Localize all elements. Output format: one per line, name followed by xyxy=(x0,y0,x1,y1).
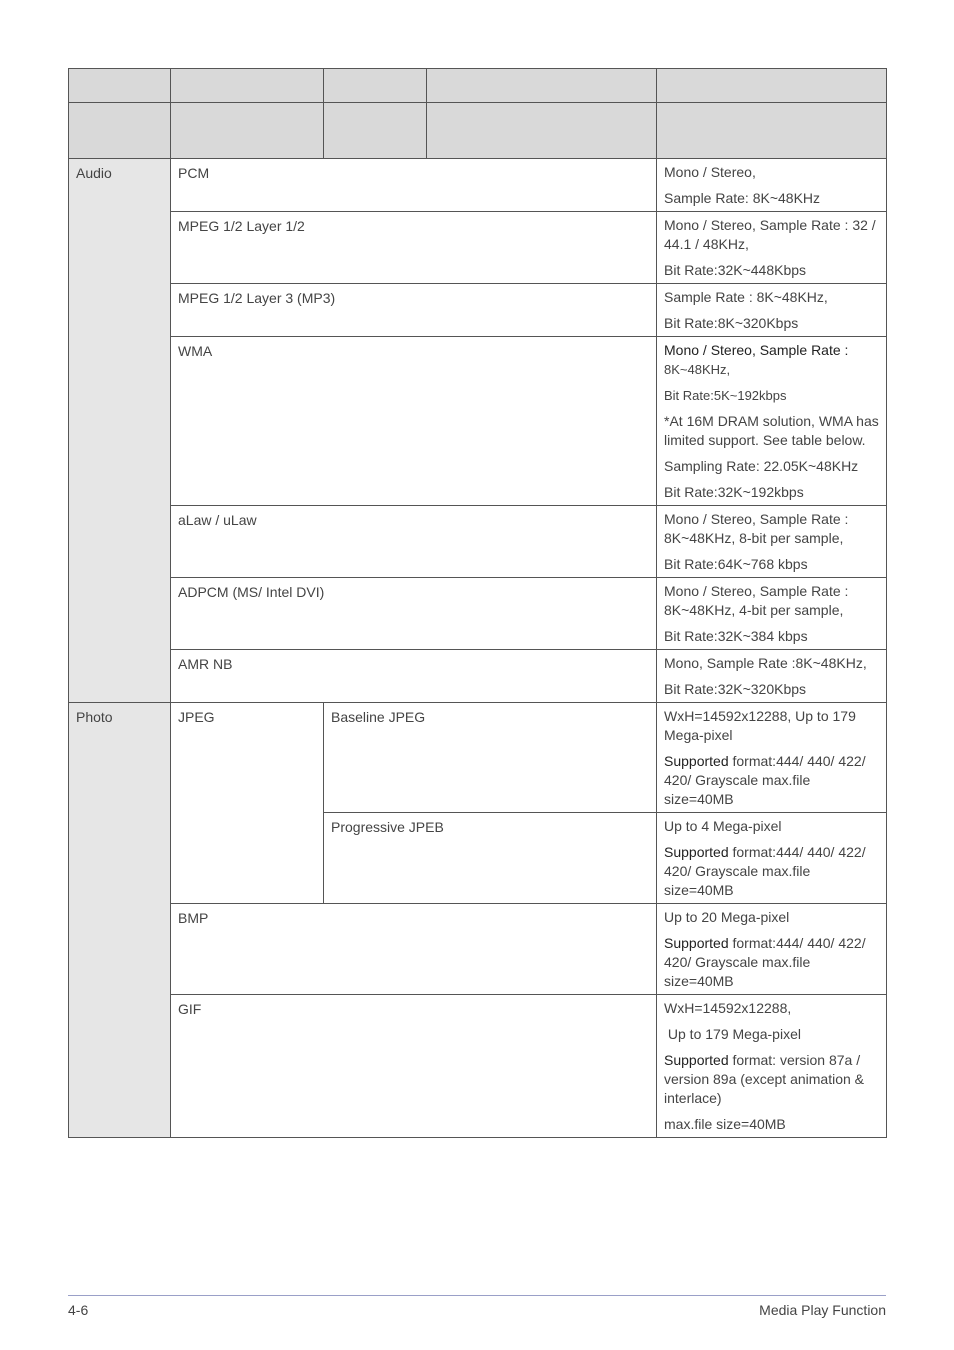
header-row-2 xyxy=(69,103,887,159)
note-line: Bit Rate:32K~448Kbps xyxy=(664,262,807,278)
note-line xyxy=(664,752,879,809)
header-cell xyxy=(69,103,171,159)
format-name: JPEG xyxy=(171,703,324,904)
note-line: Bit Rate:8K~320Kbps xyxy=(664,315,799,331)
format-name: PCM xyxy=(171,159,657,212)
note-line: Bit Rate:5K~192kbps xyxy=(664,388,787,403)
note-line: Sample Rate : 8K~48KHz, xyxy=(664,289,828,305)
page-number: 4-6 xyxy=(68,1302,89,1318)
note-text: Supported xyxy=(664,844,729,860)
header-cell xyxy=(657,69,887,103)
table-row xyxy=(69,650,887,703)
note-line: *At 16M DRAM solution, WMA has limited support. See table below. xyxy=(664,413,879,448)
note-text: format: version 87a / version 89a (except animation & interlace) xyxy=(664,1052,864,1106)
note-line: Mono, Sample Rate :8K~48KHz, xyxy=(664,655,867,671)
note-line xyxy=(664,341,879,379)
table-row xyxy=(69,904,887,995)
format-name: WMA xyxy=(171,337,657,506)
header-cell xyxy=(171,69,324,103)
note-line: WxH=14592x12288, xyxy=(664,1000,792,1016)
header-cell xyxy=(427,69,657,103)
note-text: Mono / Stereo, Sample Rate : xyxy=(664,342,849,358)
note-line: Bit Rate:64K~768 kbps xyxy=(664,556,808,572)
media-format-table xyxy=(68,68,887,1138)
subformat-name: Progressive JPEB xyxy=(324,813,657,904)
header-row-1 xyxy=(69,69,887,103)
note-line xyxy=(664,934,879,991)
format-name: AMR NB xyxy=(171,650,657,703)
table-row xyxy=(69,703,887,813)
format-notes xyxy=(657,284,887,337)
format-notes xyxy=(657,159,887,212)
note-line: Bit Rate:32K~320Kbps xyxy=(664,681,807,697)
note-line: Mono / Stereo, xyxy=(664,164,756,180)
header-cell xyxy=(69,69,171,103)
table-row xyxy=(69,212,887,284)
category-photo: Photo xyxy=(69,703,171,1138)
note-line: Up to 179 Mega-pixel xyxy=(664,1026,801,1042)
header-cell xyxy=(171,103,324,159)
table-row xyxy=(69,337,887,506)
subformat-name: Baseline JPEG xyxy=(324,703,657,813)
format-notes xyxy=(657,506,887,578)
format-notes xyxy=(657,904,887,995)
table-row xyxy=(69,578,887,650)
note-line: Up to 4 Mega-pixel xyxy=(664,818,782,834)
note-line: Bit Rate:32K~192kbps xyxy=(664,484,804,500)
note-text: format:444/ 440/ 422/ 420/ Grayscale max.file size=40MB xyxy=(664,753,866,807)
note-text: Supported xyxy=(664,1052,729,1068)
format-notes xyxy=(657,995,887,1138)
format-notes xyxy=(657,813,887,904)
format-name: GIF xyxy=(171,995,657,1138)
header-cell xyxy=(427,103,657,159)
note-line: Mono / Stereo, Sample Rate : 8K~48KHz, 4-bit per sample, xyxy=(664,583,849,618)
note-text: Supported xyxy=(664,753,729,769)
format-notes xyxy=(657,578,887,650)
note-line: Mono / Stereo, Sample Rate : 32 / 44.1 / 48KHz, xyxy=(664,217,876,252)
table-row xyxy=(69,506,887,578)
note-line xyxy=(664,843,879,900)
note-line: max.file size=40MB xyxy=(664,1116,786,1132)
header-cell xyxy=(324,69,427,103)
note-line: Bit Rate:32K~384 kbps xyxy=(664,628,808,644)
note-line: Sampling Rate: 22.05K~48KHz xyxy=(664,458,859,474)
table-row xyxy=(69,995,887,1138)
header-cell xyxy=(657,103,887,159)
format-notes xyxy=(657,337,887,506)
table-row xyxy=(69,284,887,337)
note-text: format:444/ 440/ 422/ 420/ Grayscale max.file size=40MB xyxy=(664,935,866,989)
note-line xyxy=(664,1051,879,1108)
category-audio: Audio xyxy=(69,159,171,703)
section-title: Media Play Function xyxy=(759,1302,886,1318)
note-line: Up to 20 Mega-pixel xyxy=(664,909,790,925)
table-row xyxy=(69,159,887,212)
format-notes xyxy=(657,650,887,703)
format-notes xyxy=(657,212,887,284)
note-text: format:444/ 440/ 422/ 420/ Grayscale max.file size=40MB xyxy=(664,844,866,898)
note-text: Supported xyxy=(664,935,729,951)
note-line: Mono / Stereo, Sample Rate : 8K~48KHz, 8-bit per sample, xyxy=(664,511,849,546)
note-text: 8K~48KHz, xyxy=(664,362,731,377)
format-notes xyxy=(657,703,887,813)
format-name: BMP xyxy=(171,904,657,995)
format-name: aLaw / uLaw xyxy=(171,506,657,578)
format-name: MPEG 1/2 Layer 3 (MP3) xyxy=(171,284,657,337)
format-name: MPEG 1/2 Layer 1/2 xyxy=(171,212,657,284)
header-cell xyxy=(324,103,427,159)
note-line: Sample Rate: 8K~48KHz xyxy=(664,190,821,206)
note-line: WxH=14592x12288, Up to 179 Mega-pixel xyxy=(664,708,856,743)
format-name: ADPCM (MS/ Intel DVI) xyxy=(171,578,657,650)
footer-divider xyxy=(68,1295,886,1296)
